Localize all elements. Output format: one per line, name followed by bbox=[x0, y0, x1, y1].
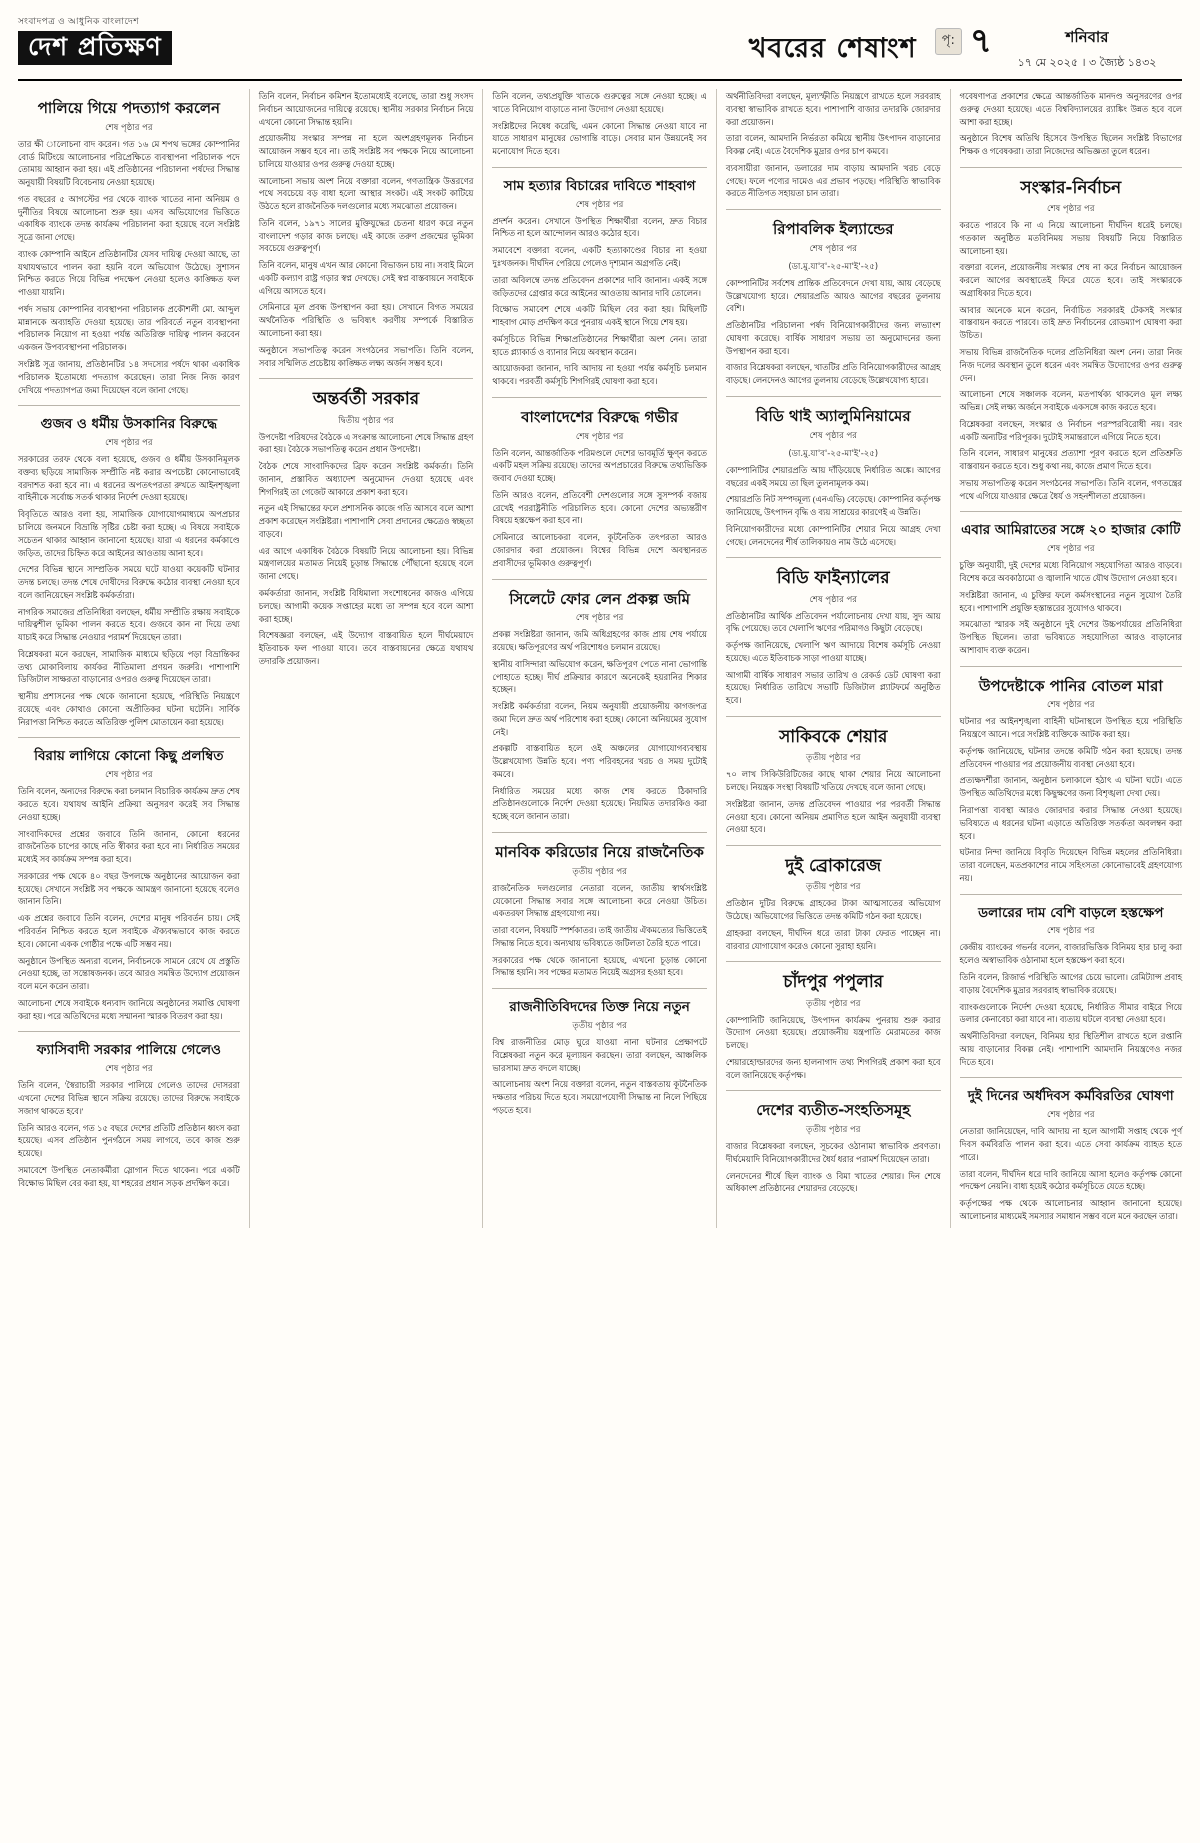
article-paragraph: ব্যাংক কোম্পানি আইনে প্রতিষ্ঠানটির যেসব দায়িত্ব দেওয়া আছে, তা যথাযথভাবে পালন করা হয়নি বলে অভিযোগ উঠেছে। সুশাসন নিশ্চিত করতে গিয়ে বিভিন্ন পদক্ষেপ নেওয়া হলেও কাঙ্ক্ষিত ফল পাওয়া যায়নি। bbox=[18, 249, 240, 298]
article-continued-label: তৃতীয় পৃষ্ঠার পর bbox=[805, 753, 861, 764]
article bbox=[960, 905, 1182, 1079]
article bbox=[726, 568, 941, 717]
article-divider bbox=[960, 666, 1182, 667]
article-paragraph: বিশ্ব রাজনীতির মোড় ঘুরে যাওয়া নানা ঘটনার প্রেক্ষাপটে বিশ্লেষকরা নতুন করে মূল্যায়ন করছেন। তারা বলছেন, আঞ্চলিক ভারসাম্য দ্রুত বদলে যাচ্ছে। bbox=[492, 1037, 707, 1073]
article-paragraph: স্থানীয় বাসিন্দারা অভিযোগ করেন, ক্ষতিপূরণ পেতে নানা ভোগান্তি পোহাতে হচ্ছে। দীর্ঘ প্রক্রিয়ার কারণে অনেকেই হয়রানির শিকার হচ্ছেন। bbox=[492, 659, 707, 695]
article-headline[interactable]: দুই দিনের অর্ধদিবস কর্মবিরতির ঘোষণা bbox=[967, 1088, 1174, 1105]
article-headline[interactable]: বাংলাদেশের বিরুদ্ধে গভীর bbox=[521, 407, 679, 426]
article bbox=[960, 677, 1182, 895]
article-divider bbox=[492, 397, 707, 398]
article-paragraph: সংশ্লিষ্টরা জানান, এ চুক্তির ফলে কর্মসংস্থানের নতুন সুযোগ তৈরি হবে। পাশাপাশি প্রযুক্তি হস্তান্তরের সুযোগও থাকবে। bbox=[959, 590, 1183, 613]
article-paragraph: চুক্তি অনুযায়ী, দুই দেশের মধ্যে বিনিয়োগ সহযোগিতা আরও বাড়বে। বিশেষ করে অবকাঠামো ও জ্বালানি খাতে যৌথ উদ্যোগ নেওয়া হবে। bbox=[959, 561, 1183, 584]
article-continued-label: শেষ পৃষ্ঠার পর bbox=[1047, 544, 1095, 555]
article-paragraph: সেমিনারে আলোচকরা বলেন, কূটনৈতিক তৎপরতা আরও জোরদার করা প্রয়োজন। বিশ্বের বিভিন্ন দেশে অবস্থানরত প্রবাসীদের ভূমিকাও গুরুত্বপূর্ণ। bbox=[492, 533, 707, 568]
newspaper-logo: দেশ প্রতিক্ষণ bbox=[18, 31, 172, 65]
article-paragraph: সংশ্লিষ্টরা জানান, তদন্ত প্রতিবেদন পাওয়ার পর পরবর্তী সিদ্ধান্ত নেওয়া হবে। কোনো অনিয়ম প্রমাণিত হলে আইন অনুযায়ী ব্যবস্থা নেওয়া হবে। bbox=[725, 799, 941, 835]
article bbox=[960, 1088, 1182, 1223]
article-continued-label: দ্বিতীয় পৃষ্ঠার পর bbox=[338, 415, 394, 426]
article-paragraph: তিনি আরও বলেন, প্রতিবেশী দেশগুলোর সঙ্গে সুসম্পর্ক বজায় রেখেই পররাষ্ট্রনীতি পরিচালিত হবে। কোনো দেশের অভ্যন্তরীণ বিষয়ে হস্তক্ষেপ করা হবে না। bbox=[492, 490, 707, 526]
article-continued-label: শেষ পৃষ্ঠার পর bbox=[575, 199, 624, 210]
article-continued-label: শেষ পৃষ্ঠার পর bbox=[105, 770, 153, 781]
article-headline[interactable]: মানবিক করিডোর নিয়ে রাজনৈতিক bbox=[495, 843, 704, 861]
article-paragraph: গত বছরের ৫ আগস্টের পর থেকে ব্যাংক খাতের নানা অনিয়ম ও দুর্নীতির বিষয়ে আলোচনা শুরু হয়। এসব অভিযোগের ভিত্তিতে একাধিক ব্যাংকে তদন্ত কার্যক্রম পরিচালনা করা হয়েছে বলে সংশ্লিষ্ট সূত্রে জানা গেছে। bbox=[18, 194, 240, 243]
article-paragraph: তারা বলেন, বিষয়টি স্পর্শকাতর। তাই জাতীয় ঐকমত্যের ভিত্তিতেই সিদ্ধান্ত নিতে হবে। অন্যথায় ভবিষ্যতে জটিলতা তৈরি হতে পারে। bbox=[492, 926, 707, 948]
article-continued-label: শেষ পৃষ্ঠার পর bbox=[575, 431, 624, 442]
article-paragraph: কেন্দ্রীয় ব্যাংকের গভর্নর বলেন, বাজারভিত্তিক বিনিময় হার চালু করা হলেও অস্বাভাবিক ওঠানামা হলে হস্তক্ষেপ করা হবে। bbox=[959, 943, 1183, 966]
page-number-block bbox=[935, 14, 992, 61]
article-continued-label: শেষ পৃষ্ঠার পর bbox=[809, 243, 857, 254]
article-headline[interactable]: অন্তর্বর্তী সরকার bbox=[312, 389, 420, 410]
article-paragraph: লেনদেনের শীর্ষে ছিল ব্যাংক ও বিমা খাতের শেয়ার। দিন শেষে অধিকাংশ প্রতিষ্ঠানের শেয়ারদর বেড়েছে। bbox=[725, 1171, 941, 1194]
column-1 bbox=[18, 89, 250, 1228]
article-columns bbox=[18, 89, 1182, 1228]
article-paragraph: বৈঠক শেষে সাংবাদিকদের ব্রিফ করেন সংশ্লিষ্ট কর্মকর্তা। তিনি জানান, প্রস্তাবিত অধ্যাদেশ অনুমোদন দেওয়া হয়েছে এবং শিগগিরই তা গেজেট আকারে প্রকাশ করা হবে। bbox=[258, 462, 474, 497]
article-paragraph: প্রতিষ্ঠানটির পরিচালনা পর্ষদ বিনিয়োগকারীদের জন্য লভ্যাংশ ঘোষণা করেছে। বার্ষিক সাধারণ সভায় তা অনুমোদনের জন্য উপস্থাপন করা হবে। bbox=[725, 321, 941, 356]
article bbox=[492, 178, 707, 398]
article-paragraph: ঘটনার নিন্দা জানিয়ে বিবৃতি দিয়েছেন বিভিন্ন মহলের প্রতিনিধিরা। তারা বলেছেন, মতপ্রকাশের নামে সহিংসতা কোনোভাবেই গ্রহণযোগ্য নয়। bbox=[959, 848, 1183, 883]
article-paragraph: তিনি আরও বলেন, গত ১৫ বছরে দেশের প্রতিটি প্রতিষ্ঠান ধ্বংস করা হয়েছে। এসব প্রতিষ্ঠান পুনর্গঠনে সময় লাগবে, তবে কাজ শুরু হয়েছে। bbox=[18, 1123, 240, 1159]
article-paragraph: নাগরিক সমাজের প্রতিনিধিরা বলছেন, ধর্মীয় সম্প্রীতি রক্ষায় সবাইকে দায়িত্বশীল ভূমিকা পালন করতে হবে। গুজবে কান না দিয়ে তথ্য যাচাই করে সিদ্ধান্ত নেওয়ার পরামর্শ দিয়েছেন তারা। bbox=[18, 607, 240, 643]
column-4 bbox=[717, 89, 951, 1228]
article-continued-label: শেষ পৃষ্ঠার পর bbox=[1047, 1110, 1095, 1121]
article-paragraph: তারা বলেন, আমদানি নির্ভরতা কমিয়ে স্থানীয় উৎপাদন বাড়ানোর বিকল্প নেই। এতে বৈদেশিক মুদ্রার ওপর চাপ কমবে। bbox=[725, 134, 941, 157]
article-headline[interactable]: সাকিবকে শেয়ার bbox=[779, 726, 888, 747]
column-5 bbox=[951, 89, 1182, 1228]
article-headline[interactable]: এবার আমিরাতের সঙ্গে ২০ হাজার কোটি bbox=[961, 522, 1181, 539]
article-paragraph: কর্মসূচিতে বিভিন্ন শিক্ষাপ্রতিষ্ঠানের শিক্ষার্থীরা অংশ নেন। তারা হাতে প্ল্যাকার্ড ও ব্যানার নিয়ে অবস্থান করেন। bbox=[492, 334, 707, 357]
article-paragraph: আবার অনেকে মনে করেন, নির্বাচিত সরকারই টেকসই সংস্কার বাস্তবায়ন করতে পারবে। তাই দ্রুত নির্বাচনের রোডম্যাপ ঘোষণা করা উচিত। bbox=[959, 305, 1183, 341]
article-paragraph: প্রকল্প সংশ্লিষ্টরা জানান, জমি অধিগ্রহণের কাজ প্রায় শেষ পর্যায়ে রয়েছে। ক্ষতিপূরণের অর্থ পরিশোধও চলমান রয়েছে। bbox=[492, 630, 707, 653]
article-continued-label: শেষ পৃষ্ঠার পর bbox=[1047, 204, 1095, 215]
article-headline[interactable]: বিরায় লাগিয়ে কোনো কিছু প্রলম্বিত bbox=[34, 748, 224, 765]
page-badge: পৃ: bbox=[935, 28, 962, 55]
article-paragraph: রাজনৈতিক দলগুলোর নেতারা বলেন, জাতীয় স্বার্থসংশ্লিষ্ট যেকোনো সিদ্ধান্ত সবার সঙ্গে আলোচনা করে নেওয়া উচিত। একতরফা সিদ্ধান্ত গ্রহণযোগ্য নয়। bbox=[492, 883, 707, 919]
article-paragraph: প্রত্যক্ষদর্শীরা জানান, অনুষ্ঠান চলাকালে হঠাৎ এ ঘটনা ঘটে। এতে উপস্থিত অতিথিদের মধ্যে কিছুক্ষণের জন্য বিশৃঙ্খলা দেখা দেয়। bbox=[959, 776, 1183, 799]
article-headline[interactable]: দেশের ব্যতীত-সংহতিসমূহ bbox=[756, 1101, 911, 1120]
article-paragraph: ব্যবসায়ীরা জানান, ডলারের দাম বাড়ায় আমদানি খরচ বেড়ে গেছে। ফলে পণ্যের দামেও এর প্রভাব পড়ছে। পরিস্থিতি স্বাভাবিক করতে নীতিগত সহায়তা চান তারা। bbox=[725, 163, 941, 199]
page-number: ৭ bbox=[969, 21, 992, 61]
article-paragraph: তার ক্ষী ালোচনা বাদ করেন। গত ১৬ মে শপথ ভঙ্গের কোম্পানির বোর্ড মিটিংয়ে আলোচনার পরিপ্রেক্ষিতে ব্যবস্থাপনা পরিচালক পদে তোমায় আহ্বান করা হয়। এই প্রতিষ্ঠানের পরিচালনা পর্ষদের সিদ্ধান্ত অনুযায়ী বিষয়টি বিবেচনায় নেওয়া হয়েছে। bbox=[18, 139, 240, 188]
article-paragraph: আগামী বার্ষিক সাধারণ সভার তারিখ ও রেকর্ড ডেট ঘোষণা করা হয়েছে। নির্ধারিত তারিখে সভাটি ডিজিটাল প্ল্যাটফর্মে অনুষ্ঠিত হবে। bbox=[725, 670, 941, 706]
article-headline[interactable]: বিডি ফাইন্যালের bbox=[776, 568, 890, 589]
article-paragraph: প্রয়োজনীয় সংস্কার সম্পন্ন না হলে অংশগ্রহণমূলক নির্বাচন আয়োজন সম্ভব হবে না। তাই সংশ্লিষ্ট সব পক্ষকে নিয়ে আলোচনা চালিয়ে যাওয়ার ওপর গুরুত্ব দেওয়া হচ্ছে। bbox=[258, 134, 474, 169]
article-continued-label: শেষ পৃষ্ঠার পর bbox=[105, 122, 153, 133]
article-paragraph: বিশ্লেষকরা বলছেন, সংস্কার ও নির্বাচন পরস্পরবিরোধী নয়। বরং একটি অন্যটির পরিপূরক। দুটোই সমান্তরালে এগিয়ে নিতে হবে। bbox=[959, 419, 1183, 442]
article-headline[interactable]: রিপাবলিক ইল্যান্ডের bbox=[772, 220, 894, 239]
article-paragraph: কর্তৃপক্ষ জানিয়েছে, খেলাপি ঋণ আদায়ে বিশেষ কর্মসূচি নেওয়া হয়েছে। এতে ইতিবাচক সাড়া পাওয়া যাচ্ছে। bbox=[725, 641, 941, 663]
article-paragraph: তিনি বলেন, আন্তর্জাতিক পরিমণ্ডলে দেশের ভাবমূর্তি ক্ষুণ্ন করতে একটি মহল সক্রিয় রয়েছে। তাদের অপপ্রচারের বিরুদ্ধে তথ্যভিত্তিক জবাব দেওয়া হচ্ছে। bbox=[492, 448, 707, 484]
section-title: খবরের শেষাংশ bbox=[748, 33, 917, 64]
article-paragraph: স্থানীয় প্রশাসনের পক্ষ থেকে জানানো হয়েছে, পরিস্থিতি নিয়ন্ত্রণে রয়েছে এবং কোথাও কোনো অপ্রীতিকর ঘটনা ঘটেনি। সার্বিক নিরাপত্তা নিশ্চিত করতে অতিরিক্ত পুলিশ মোতায়েন করা হয়েছে। bbox=[18, 692, 240, 727]
article-divider bbox=[960, 167, 1182, 168]
article-paragraph: নেতারা জানিয়েছেন, দাবি আদায় না হলে আগামী সপ্তাহ থেকে পূর্ণ দিবস কর্মবিরতি পালন করা হবে। এতে সেবা কার্যক্রম ব্যাহত হতে পারে। bbox=[959, 1127, 1183, 1162]
article-paragraph: করতে পারবে কি না এ নিয়ে আলোচনা দীর্ঘদিন ধরেই চলছে। গতকাল অনুষ্ঠিত মতবিনিময় সভায় বিষয়টি নিয়ে বিস্তারিত আলোচনা হয়। bbox=[959, 221, 1183, 256]
article-paragraph: বাজার বিশ্লেষকরা বলছেন, খাতটির প্রতি বিনিয়োগকারীদের আগ্রহ বাড়ছে। লেনদেনও আগের তুলনায় বেড়েছে উল্লেখযোগ্য হারে। bbox=[725, 363, 941, 386]
article-paragraph: কর্মকর্তারা জানান, সংশ্লিষ্ট বিধিমালা সংশোধনের কাজও এগিয়ে চলছে। আগামী কয়েক সপ্তাহের মধ্যে তা সম্পন্ন হবে বলে আশা করা হচ্ছে। bbox=[258, 588, 474, 624]
article-paragraph: দেশের বিভিন্ন স্থানে সাম্প্রতিক সময়ে ঘটে যাওয়া কয়েকটি ঘটনার তদন্ত চলছে। তদন্ত শেষে দোষীদের বিরুদ্ধে কঠোর ব্যবস্থা নেওয়া হবে বলে জানিয়েছেন সংশ্লিষ্ট কর্মকর্তারা। bbox=[18, 565, 240, 600]
article-paragraph: সরকারের পক্ষ থেকে ৪০ বছর উপলক্ষে অনুষ্ঠানের আয়োজন করা হয়েছে। সেখানে সংশ্লিষ্ট সব পক্ষকে আমন্ত্রণ জানানো হয়েছে বলেও জানান তিনি। bbox=[18, 871, 240, 907]
article-paragraph: বিবৃতিতে আরও বলা হয়, সামাজিক যোগাযোগমাধ্যমে অপপ্রচার চালিয়ে জনমনে বিভ্রান্তি সৃষ্টির চেষ্টা করা হচ্ছে। এ বিষয়ে সবাইকে সচেতন থাকার আহ্বান জানানো হয়েছে। যারা এ ধরনের কর্মকাণ্ডে জড়িত, তাদের চিহ্নিত করে আইনের আওতায় আনা হবে। bbox=[18, 510, 240, 558]
article-paragraph: তারা অবিলম্বে তদন্ত প্রতিবেদন প্রকাশের দাবি জানান। একই সঙ্গে জড়িতদের গ্রেপ্তার করে আইনের আওতায় আনার দাবি তোলেন। bbox=[492, 275, 707, 298]
article bbox=[726, 91, 941, 210]
article-paragraph: কোম্পানিটির সর্বশেষ প্রান্তিক প্রতিবেদনে দেখা যায়, আয় বেড়েছে উল্লেখযোগ্য হারে। শেয়ারপ্রতি আয়ও আগের বছরের তুলনায় বেশি। bbox=[725, 278, 941, 314]
article-continued-label: তৃতীয় পৃষ্ঠার পর bbox=[572, 866, 627, 877]
article-headline[interactable]: রাজনীতিবিদদের তিক্ত নিয়ে নতুন bbox=[509, 999, 690, 1016]
article-paragraph: শেয়ারপ্রতি নিট সম্পদমূল্য (এনএভি) বেড়েছে। কোম্পানির কর্তৃপক্ষ জানিয়েছে, উৎপাদন বৃদ্ধি ও ব্যয় সাশ্রয়ের কারণেই এ উন্নতি। bbox=[725, 495, 941, 518]
article-paragraph: অনুষ্ঠানে বিশেষ অতিথি হিসেবে উপস্থিত ছিলেন সংশ্লিষ্ট বিভাগের শিক্ষক ও গবেষকরা। তারা নিজেদের অভিজ্ঞতা তুলে ধরেন। bbox=[959, 134, 1183, 157]
article-divider bbox=[492, 988, 707, 989]
article-paragraph: সমাবেশে উপস্থিত নেতাকর্মীরা স্লোগান দিতে থাকেন। পরে একটি বিক্ষোভ মিছিল বের করা হয়, যা শহরের প্রধান সড়ক প্রদক্ষিণ করে। bbox=[18, 1165, 240, 1188]
article-paragraph: গবেষণাপত্র প্রকাশের ক্ষেত্রে আন্তর্জাতিক মানদণ্ড অনুসরণের ওপর গুরুত্ব দেওয়া হয়েছে। এতে বিশ্ববিদ্যালয়ের র‍্যাঙ্কিং উন্নত হবে বলে আশা করা হচ্ছে। bbox=[959, 92, 1183, 127]
article-divider bbox=[960, 511, 1182, 512]
article-headline[interactable]: গুজব ও ধর্মীয় উসকানির বিরুদ্ধে bbox=[40, 416, 218, 433]
article-divider bbox=[726, 716, 941, 717]
article-continued-label: শেষ পৃষ্ঠার পর bbox=[809, 430, 857, 441]
article-paragraph: কোম্পানিটির শেয়ারপ্রতি আয় দাঁড়িয়েছে নির্ধারিত অঙ্কে। আগের বছরের একই সময়ে তা ছিল তুলনামূলক কম। bbox=[725, 465, 941, 488]
article-paragraph: বক্তারা বলেন, প্রয়োজনীয় সংস্কার শেষ না করে নির্বাচন আয়োজন করলে আগের অবস্থাতেই ফিরে যেতে হবে। তাই সংস্কারকে অগ্রাধিকার দিতে হবে। bbox=[959, 263, 1183, 298]
article bbox=[492, 999, 707, 1117]
article-paragraph: অর্থনীতিবিদরা বলছেন, মূল্যস্ফীতি নিয়ন্ত্রণে রাখতে হলে সরবরাহ ব্যবস্থা স্বাভাবিক রাখতে হবে। পাশাপাশি বাজার তদারকি জোরদার করা প্রয়োজন। bbox=[725, 92, 941, 127]
article-paragraph: তিনি বলেন, সাধারণ মানুষের প্রত্যাশা পূরণ করতে হলে প্রতিশ্রুতি বাস্তবায়ন করতে হবে। শুধু কথা নয়, কাজে প্রমাণ দিতে হবে। bbox=[959, 449, 1183, 472]
article-paragraph: সরকারের তরফ থেকে বলা হয়েছে, গুজব ও ধর্মীয় উসকানিমূলক বক্তব্য ছড়িয়ে সামাজিক সম্প্রীতি নষ্ট করার অপচেষ্টা কোনোভাবেই বরদাশত করা হবে না। এ ধরনের অপতৎপরতা রুখতে আইনশৃঙ্খলা বাহিনীকে সর্বোচ্চ সতর্ক থাকার নির্দেশ দেওয়া হয়েছে। bbox=[18, 455, 240, 503]
article-headline[interactable]: উপদেষ্টাকে পানির বোতল মারা bbox=[978, 676, 1163, 695]
article-paragraph: কর্তৃপক্ষ জানিয়েছে, ঘটনার তদন্তে কমিটি গঠন করা হয়েছে। তদন্ত প্রতিবেদন পাওয়ার পর প্রয়োজনীয় ব্যবস্থা নেওয়া হবে। bbox=[959, 746, 1183, 769]
article-continued-label: তৃতীয় পৃষ্ঠার পর bbox=[805, 998, 861, 1009]
article-headline[interactable]: ফ্যাসিবাদী সরকার পালিয়ে গেলেও bbox=[36, 1042, 221, 1059]
article-subtitle: (ডা.মু.যা'ব'-২৫-মা'ই'-২৫) bbox=[788, 448, 879, 459]
article-paragraph: বিক্ষোভ সমাবেশ শেষে একটি মিছিল বের করা হয়। মিছিলটি শাহবাগ মোড় প্রদক্ষিণ করে পুনরায় একই স্থানে গিয়ে শেষ হয়। bbox=[492, 305, 707, 328]
article-continued-label: তৃতীয় পৃষ্ঠার পর bbox=[805, 1125, 861, 1136]
article bbox=[726, 220, 941, 397]
article-paragraph: বিশেষজ্ঞরা বলছেন, এই উদ্যোগ বাস্তবায়িত হলে দীর্ঘমেয়াদে ইতিবাচক ফল পাওয়া যাবে। তবে বাস্তবায়নের ক্ষেত্রে যথাযথ তদারকি প্রয়োজন। bbox=[258, 631, 474, 666]
article-paragraph: পর্ষদ সভায় কোম্পানির ব্যবস্থাপনা পরিচালক প্রকৌশলী মো. আব্দুল মান্নানকে অব্যাহতি দেওয়া হয়েছে। তার পরিবর্তে নতুন ব্যবস্থাপনা পরিচালক নিয়োগ না হওয়া পর্যন্ত অতিরিক্ত দায়িত্ব পালন করবেন একজন উপব্যবস্থাপনা পরিচালক। bbox=[18, 304, 240, 353]
column-3 bbox=[483, 89, 717, 1228]
masthead bbox=[18, 14, 1182, 81]
article-divider bbox=[492, 579, 707, 580]
article-divider bbox=[259, 378, 474, 379]
article-paragraph: সেমিনারে মূল প্রবন্ধ উপস্থাপন করা হয়। সেখানে বিগত সময়ের অর্থনৈতিক পরিস্থিতি ও ভবিষ্যৎ করণীয় সম্পর্কে বিস্তারিত আলোচনা করা হয়। bbox=[258, 303, 474, 339]
article-divider bbox=[726, 961, 941, 962]
article bbox=[726, 1101, 941, 1196]
article-paragraph: বিশ্লেষকরা মনে করছেন, সামাজিক মাধ্যমে ছড়িয়ে পড়া বিভ্রান্তিকর তথ্য মোকাবিলায় কার্যকর নীতিমালা প্রণয়ন জরুরি। পাশাপাশি ডিজিটাল সাক্ষরতা বাড়ানোর ওপরও গুরুত্ব দিয়েছেন তারা। bbox=[18, 649, 240, 685]
article-paragraph: সংশ্লিষ্ট কর্মকর্তারা বলেন, নিয়ম অনুযায়ী প্রয়োজনীয় কাগজপত্র জমা দিলে দ্রুত অর্থ পরিশোধ করা হচ্ছে। কোনো অনিয়মের সুযোগ নেই। bbox=[492, 702, 707, 737]
article bbox=[960, 91, 1182, 168]
article-paragraph: গ্রাহকরা বলছেন, দীর্ঘদিন ধরে তারা টাকা ফেরত পাচ্ছেন না। বারবার যোগাযোগ করেও কোনো সুরাহা হয়নি। bbox=[725, 928, 941, 951]
article-paragraph: সমঝোতা স্মারক সই অনুষ্ঠানে দুই দেশের উচ্চপর্যায়ের প্রতিনিধিরা উপস্থিত ছিলেন। তারা ভবিষ্যতে সহযোগিতা আরও বাড়ানোর আশাবাদ ব্যক্ত করেন। bbox=[959, 620, 1183, 655]
article-paragraph: কোম্পানিটি জানিয়েছে, উৎপাদন কার্যক্রম পুনরায় শুরু করার উদ্যোগ নেওয়া হয়েছে। প্রয়োজনীয় যন্ত্রপাতি মেরামতের কাজ চলছে। bbox=[725, 1015, 941, 1051]
article-paragraph: আলোচনা শেষে সবাইকে ধন্যবাদ জানিয়ে অনুষ্ঠানের সমাপ্তি ঘোষণা করা হয়। পরে অতিথিদের মধ্যে সম্মাননা স্মারক বিতরণ করা হয়। bbox=[18, 998, 240, 1021]
article bbox=[18, 99, 240, 406]
article bbox=[18, 1042, 240, 1190]
article-paragraph: আলোচনা সভায় অংশ নিয়ে বক্তারা বলেন, গণতান্ত্রিক উত্তরণের পথে সবচেয়ে বড় বাধা হলো আস্থার সংকট। এই সংকট কাটিয়ে উঠতে হলে রাজনৈতিক দলগুলোর মধ্যে সমঝোতা প্রয়োজন। bbox=[258, 176, 474, 212]
article-divider bbox=[726, 396, 941, 397]
article-paragraph: অনুষ্ঠানে সভাপতিত্ব করেন সংগঠনের সভাপতি। তিনি বলেন, সবার সম্মিলিত প্রচেষ্টায় কাঙ্ক্ষিত লক্ষ্য অর্জন সম্ভব হবে। bbox=[258, 345, 474, 368]
section-header bbox=[268, 14, 935, 73]
article-paragraph: সংশ্লিষ্টদের নিষেধ করেছি, এমন কোনো সিদ্ধান্ত নেওয়া যাবে না যাতে সাধারণ মানুষের ভোগান্তি বাড়ে। সেবার মান উন্নয়নেই সব মনোযোগ দিতে হবে। bbox=[492, 121, 707, 157]
article-paragraph: নতুন এই সিদ্ধান্তের ফলে প্রশাসনিক কাজে গতি আসবে বলে আশা প্রকাশ করেছেন সংশ্লিষ্টরা। পাশাপাশি সেবা প্রদানের ক্ষেত্রেও স্বচ্ছতা বাড়বে। bbox=[258, 504, 474, 539]
article-headline[interactable]: সিলেটে ফোর লেন প্রকল্প জমি bbox=[509, 589, 691, 608]
article-paragraph: উপদেষ্টা পরিষদের বৈঠকে এ সংক্রান্ত আলোচনা শেষে সিদ্ধান্ত গ্রহণ করা হয়। বৈঠকে সভাপতিত্ব করেন প্রধান উপদেষ্টা। bbox=[258, 432, 474, 455]
article-paragraph: ঘটনার পর আইনশৃঙ্খলা বাহিনী ঘটনাস্থলে উপস্থিত হয়ে পরিস্থিতি নিয়ন্ত্রণে আনে। পরে সংশ্লিষ্ট ব্যক্তিকে আটক করা হয়। bbox=[959, 717, 1183, 740]
article-paragraph: তিনি বলেন, তথ্যপ্রযুক্তি খাতকে গুরুত্বের সঙ্গে নেওয়া হচ্ছে। এ খাতে বিনিয়োগ বাড়াতে নানা উদ্যোগ নেওয়া হয়েছে। bbox=[492, 92, 707, 114]
article bbox=[492, 408, 707, 580]
article-divider bbox=[726, 209, 941, 210]
article-paragraph: এর আগে একাধিক বৈঠকে বিষয়টি নিয়ে আলোচনা হয়। বিভিন্ন মন্ত্রণালয়ের মতামত নিয়েই চূড়ান্ত সিদ্ধান্তে পৌঁছানো হয়েছে বলে জানা গেছে। bbox=[258, 546, 474, 582]
masthead-tagline: সংবাদপত্র ও আধুনিক বাংলাদেশ bbox=[18, 16, 140, 26]
logo-block bbox=[18, 14, 268, 65]
article-paragraph: বিনিয়োগকারীদের মধ্যে কোম্পানিটির শেয়ার নিয়ে আগ্রহ দেখা গেছে। লেনদেনের শীর্ষ তালিকায়ও নাম উঠে এসেছে। bbox=[725, 524, 941, 547]
column-2 bbox=[250, 89, 484, 1228]
article-paragraph: সরকারের পক্ষ থেকে জানানো হয়েছে, এখনো চূড়ান্ত কোনো সিদ্ধান্ত হয়নি। সব পক্ষের মতামত নিয়েই অগ্রসর হওয়া হবে। bbox=[492, 955, 707, 978]
article-paragraph: সমাবেশে বক্তারা বলেন, একটি হত্যাকাণ্ডের বিচার না হওয়া দুঃখজনক। দীর্ঘদিন পেরিয়ে গেলেও দৃশ্যমান অগ্রগতি নেই। bbox=[492, 246, 707, 268]
article-paragraph: সভায় বিভিন্ন রাজনৈতিক দলের প্রতিনিধিরা অংশ নেন। তারা নিজ নিজ দলের অবস্থান তুলে ধরেন এবং সমন্বিত উদ্যোগের ওপর গুরুত্ব দেন। bbox=[959, 347, 1183, 383]
article-paragraph: সংশ্লিষ্ট সূত্র জানায়, প্রতিষ্ঠানটির ১৪ সদস্যের পর্ষদে থাকা একাধিক পরিচালক ইতোমধ্যে পদত্যাগ করেছেন। তারা নিজ নিজ কারণ দেখিয়ে পদত্যাগপত্র জমা দিয়েছেন বলে জানা গেছে। bbox=[18, 360, 240, 395]
article-paragraph: তিনি বলেন, 'স্বৈরাচারী সরকার পালিয়ে গেলেও তাদের দোসররা এখনো দেশের বিভিন্ন স্থানে সক্রিয় রয়েছে। তাদের বিরুদ্ধে সবাইকে সজাগ থাকতে হবে।' bbox=[18, 1081, 240, 1116]
article-paragraph: অনুষ্ঠানে উপস্থিত অন্যরা বলেন, নির্বাচনকে সামনে রেখে যে প্রস্তুতি নেওয়া হচ্ছে, তা সন্তোষজনক। তবে আরও সমন্বিত উদ্যোগ প্রয়োজন বলে মনে করেন তারা। bbox=[18, 956, 240, 992]
date-block bbox=[992, 14, 1182, 73]
article bbox=[726, 407, 941, 558]
article-paragraph: অর্থনীতিবিদরা বলছেন, বিনিময় হার স্থিতিশীল রাখতে হলে রপ্তানি আয় বাড়ানোর বিকল্প নেই। পাশাপাশি আমদানি নিয়ন্ত্রণেও নজর দিতে হবে। bbox=[959, 1032, 1183, 1067]
article-paragraph: বাজার বিশ্লেষকরা বলছেন, সূচকের ওঠানামা স্বাভাবিক প্রবণতা। দীর্ঘমেয়াদি বিনিয়োগকারীদের ধৈর্য ধরার পরামর্শ দিয়েছেন তারা। bbox=[725, 1142, 941, 1164]
article-paragraph: সভায় সভাপতিত্ব করেন সংগঠনের সভাপতি। তিনি বলেন, গণতন্ত্রের পথে এগিয়ে যাওয়ার ক্ষেত্রে ধৈর্য ও সহনশীলতা প্রয়োজন। bbox=[959, 478, 1183, 501]
article-paragraph: আলোচনায় অংশ নিয়ে বক্তারা বলেন, নতুন বাস্তবতায় কূটনৈতিক দক্ষতার পরিচয় দিতে হবে। সময়োপযোগী সিদ্ধান্ত না নিলে পিছিয়ে পড়তে হবে। bbox=[492, 1080, 707, 1115]
article-headline[interactable]: ডলারের দাম বেশি বাড়লে হস্তক্ষেপ bbox=[978, 904, 1164, 921]
article bbox=[259, 91, 474, 379]
article-paragraph: প্রতিষ্ঠানটির আর্থিক প্রতিবেদন পর্যালোচনায় দেখা যায়, সুদ আয় বৃদ্ধি পেয়েছে। তবে খেলাপি ঋণের পরিমাণও কিছুটা বেড়েছে। bbox=[725, 611, 941, 634]
article-continued-label: শেষ পৃষ্ঠার পর bbox=[1047, 700, 1095, 711]
article-continued-label: শেষ পৃষ্ঠার পর bbox=[105, 1064, 153, 1075]
article-paragraph: তিনি বলেন, নির্বাচন কমিশন ইতোমধ্যেই বলেছে, তারা শুধু সংসদ নির্বাচন আয়োজনের দায়িত্বে রয়েছে। স্থানীয় সরকার নির্বাচন নিয়ে এখনো কোনো সিদ্ধান্ত হয়নি। bbox=[258, 92, 474, 127]
article-divider bbox=[726, 1090, 941, 1091]
article bbox=[492, 91, 707, 168]
article-paragraph: প্রতিষ্ঠান দুটির বিরুদ্ধে গ্রাহকের টাকা আত্মসাতের অভিযোগ উঠেছে। অভিযোগের ভিত্তিতে তদন্ত কমিটি গঠন করা হয়েছে। bbox=[725, 899, 941, 922]
article-headline[interactable]: দুই ব্রোকারেজ bbox=[785, 856, 882, 877]
article-continued-label: তৃতীয় পৃষ্ঠার পর bbox=[572, 1020, 627, 1031]
article-subtitle: (ডা.মু.যা'ব'-২৫-মা'ই'-২৫) bbox=[788, 261, 879, 272]
article-paragraph: প্রদর্শন করেন। সেখানে উপস্থিত শিক্ষার্থীরা বলেন, দ্রুত বিচার নিশ্চিত না হলে আন্দোলন আরও কঠোর হবে। bbox=[492, 216, 707, 239]
article-headline[interactable]: সংস্কার-নির্বাচন bbox=[1020, 177, 1122, 198]
article-paragraph: এক প্রশ্নের জবাবে তিনি বলেন, দেশের মানুষ পরিবর্তন চায়। সেই পরিবর্তন নিশ্চিত করতে হলে সবাইকে ঐক্যবদ্ধভাবে কাজ করতে হবে। কোনো একক গোষ্ঠীর পক্ষে এটি সম্ভব নয়। bbox=[18, 914, 240, 949]
article-paragraph: ৭০ লাখ সিকিউরিটিজের কাছে থাকা শেয়ার নিয়ে আলোচনা চলছে। নিয়ন্ত্রক সংস্থা বিষয়টি খতিয়ে দেখছে বলে জানা গেছে। bbox=[725, 770, 941, 792]
article-divider bbox=[18, 737, 240, 738]
article-paragraph: তারা বলেন, দীর্ঘদিন ধরে দাবি জানিয়ে আসা হলেও কর্তৃপক্ষ কোনো পদক্ষেপ নেয়নি। বাধ্য হয়েই কঠোর কর্মসূচিতে যেতে হচ্ছে। bbox=[959, 1169, 1183, 1192]
article bbox=[960, 178, 1182, 513]
article-divider bbox=[960, 894, 1182, 895]
article-headline[interactable]: সাম হত্যার বিচারের দাবিতে শাহবাগ bbox=[503, 177, 696, 194]
article-divider bbox=[960, 1077, 1182, 1078]
article-divider bbox=[492, 167, 707, 168]
article-paragraph: তিনি বলেন, রিজার্ভ পরিস্থিতি আগের চেয়ে ভালো। রেমিট্যান্স প্রবাহ বাড়ায় বৈদেশিক মুদ্রার সরবরাহ স্বাভাবিক রয়েছে। bbox=[959, 972, 1183, 995]
article bbox=[492, 843, 707, 989]
article bbox=[960, 522, 1182, 666]
article-paragraph: নিরাপত্তা ব্যবস্থা আরও জোরদার করার সিদ্ধান্ত নেওয়া হয়েছে। ভবিষ্যতে এ ধরনের ঘটনা এড়াতে অতিরিক্ত সতর্কতা অবলম্বন করা হবে। bbox=[959, 805, 1183, 841]
article bbox=[18, 748, 240, 1032]
article-continued-label: শেষ পৃষ্ঠার পর bbox=[575, 613, 624, 624]
article-headline[interactable]: চাঁদপুর পপুলার bbox=[783, 972, 884, 993]
article-paragraph: কর্তৃপক্ষের পক্ষ থেকে আলোচনার আহ্বান জানানো হয়েছে। আলোচনার মাধ্যমেই সমস্যার সমাধান সম্ভব বলে মনে করছেন তারা। bbox=[959, 1199, 1183, 1221]
article-paragraph: শেয়ারহোল্ডারদের জন্য হালনাগাদ তথ্য শিগগিরই প্রকাশ করা হবে বলে জানিয়েছে কর্তৃপক্ষ। bbox=[725, 1057, 941, 1080]
weekday: শনিবার bbox=[1065, 28, 1109, 46]
article-divider bbox=[18, 1031, 240, 1032]
publication-date: ১৭ মে ২০২৫ । ৩ জ্যৈষ্ঠ ১৪৩২ bbox=[1017, 56, 1157, 69]
article bbox=[726, 727, 941, 846]
article bbox=[726, 972, 941, 1091]
article bbox=[259, 389, 474, 668]
article bbox=[492, 590, 707, 833]
article-paragraph: সাংবাদিকদের প্রশ্নের জবাবে তিনি জানান, কোনো ধরনের রাজনৈতিক চাপের কাছে নতি স্বীকার করা হবে না। নির্ধারিত সময়ের মধ্যেই সব কার্যক্রম সম্পন্ন করা হবে। bbox=[18, 829, 240, 865]
article-paragraph: তিনি বলেন, অন্যদের বিরুদ্ধে করা চলমান বিচারিক কার্যক্রম দ্রুত শেষ করতে হবে। যথাযথ আইনি প্রক্রিয়া অনুসরণ করেই সব সিদ্ধান্ত নেওয়া হচ্ছে। bbox=[18, 787, 240, 822]
article bbox=[18, 416, 240, 738]
article-continued-label: তৃতীয় পৃষ্ঠার পর bbox=[805, 882, 861, 893]
article-paragraph: প্রকল্পটি বাস্তবায়িত হলে ওই অঞ্চলের যোগাযোগব্যবস্থায় উল্লেখযোগ্য উন্নতি হবে। পণ্য পরিবহনের খরচ ও সময় দুটোই কমবে। bbox=[492, 744, 707, 779]
article-divider bbox=[726, 845, 941, 846]
article-continued-label: শেষ পৃষ্ঠার পর bbox=[105, 438, 153, 449]
article-headline[interactable]: বিডি থাই অ্যালুমিনিয়ামের bbox=[755, 407, 911, 425]
article-continued-label: শেষ পৃষ্ঠার পর bbox=[1047, 926, 1095, 937]
article-paragraph: আলোচনা শেষে সঞ্চালক বলেন, মতপার্থক্য থাকলেও মূল লক্ষ্য অভিন্ন। সেই লক্ষ্য অর্জনে সবাইকে একসঙ্গে কাজ করতে হবে। bbox=[959, 390, 1183, 413]
article-paragraph: তিনি বলেন, মানুষ এখন আর কোনো বিভাজন চায় না। সবাই মিলে একটি কল্যাণ রাষ্ট্র গড়ার স্বপ্ন দেখছে। সেই স্বপ্ন বাস্তবায়নে সবাইকে এগিয়ে আসতে হবে। bbox=[258, 261, 474, 296]
article-paragraph: ব্যাংকগুলোকে নির্দেশ দেওয়া হয়েছে, নির্ধারিত সীমার বাইরে গিয়ে ডলার কেনাবেচা করা যাবে না। ব্যত্যয় ঘটলে ব্যবস্থা নেওয়া হবে। bbox=[959, 1002, 1183, 1025]
article-paragraph: নির্ধারিত সময়ের মধ্যে কাজ শেষ করতে ঠিকাদারি প্রতিষ্ঠানগুলোকে নির্দেশ দেওয়া হয়েছে। নিয়মিত তদারকিও করা হচ্ছে বলে জানান তারা। bbox=[492, 786, 707, 822]
article bbox=[726, 856, 941, 962]
article-continued-label: শেষ পৃষ্ঠার পর bbox=[809, 594, 857, 605]
article-paragraph: তিনি বলেন, ১৯৭১ সালের মুক্তিযুদ্ধের চেতনা ধারণ করে নতুন বাংলাদেশ গড়ার কাজ চলছে। এই কাজে তরুণ প্রজন্মের ভূমিকা সবচেয়ে গুরুত্বপূর্ণ। bbox=[258, 218, 474, 254]
article-divider bbox=[18, 405, 240, 406]
article-divider bbox=[492, 832, 707, 833]
article-headline[interactable]: পালিয়ে গিয়ে পদত্যাগ করলেন bbox=[37, 99, 220, 117]
article-divider bbox=[726, 557, 941, 558]
article-paragraph: আয়োজকরা জানান, দাবি আদায় না হওয়া পর্যন্ত কর্মসূচি চলমান থাকবে। পরবর্তী কর্মসূচি শিগগিরই ঘোষণা করা হবে। bbox=[492, 364, 707, 387]
